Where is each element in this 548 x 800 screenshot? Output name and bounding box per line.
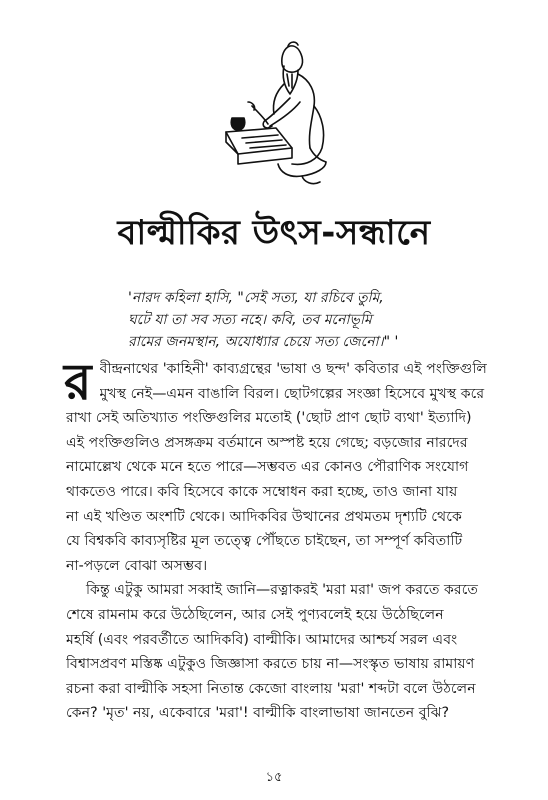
quote-line: 'নারদ কহিলা হাসি, "সেই সত্য, যা রচিবে তুমি, xyxy=(128,290,384,306)
text-line: যে বিশ্বকবি কাব্যসৃষ্টির মূল তত্ত্বে পৌঁছতে চাইছেন, তা সম্পূর্ণ কবিতাটি xyxy=(66,533,463,550)
body-text xyxy=(64,353,498,726)
chapter-title: বাল্মীকির উৎস-সন্ধানে xyxy=(117,213,431,253)
paragraph-2 xyxy=(66,578,498,726)
page-number: ১৫ xyxy=(265,770,283,785)
quote-line: রামের জনমস্থান, অযোধ্যার চেয়ে সত্য জেনো।" ' xyxy=(128,334,399,350)
text-line: মুখস্থ নেই—এমন বাঙালি বিরল। ছোটগল্পের সংজ্ঞা হিসেবে মুখস্থ করে xyxy=(99,385,485,402)
sage-writing-illustration xyxy=(218,40,338,190)
epigraph-quote xyxy=(128,287,508,353)
text-line: শেষে রামনাম করে উঠেছিলেন, আর সেই পুণ্যবলেই হয়ে উঠেছিলেন xyxy=(66,606,444,623)
text-line: না-পড়লে বোঝা অসম্ভব। xyxy=(66,557,208,574)
text-line: রচনা করা বাল্মীকি সহসা নিতান্ত কেজো বাংলায় 'মরা' শব্দটা বলে উঠলেন xyxy=(66,680,476,697)
text-line: নামোল্লেখ থেকে মনে হতে পারে—সম্ভবত এর কোনও পৌরাণিক সংযোগ xyxy=(66,459,469,476)
text-line: বীন্দ্রনাথের 'কাহিনী' কাব্যগ্রন্থের 'ভাষা ও ছন্দ' কবিতার এই পংক্তিগুলি xyxy=(99,361,487,377)
text-line: মহর্ষি (এবং পরবর্তীতে আদিকবি) বাল্মীকি। আমাদের আশ্চর্য সরল এবং xyxy=(66,631,458,648)
text-line: থাকতেও পারে। কবি হিসেবে কাকে সম্বোধন করা হচ্ছে, তাও জানা যায় xyxy=(66,483,458,500)
text-line: রাখা সেই অতিখ্যাত পংক্তিগুলির মতোই ('ছোট প্রাণ ছোট ব্যথা' ইত্যাদি) xyxy=(66,410,472,427)
text-line: এই পংক্তিগুলিও প্রসঙ্গক্রম বর্তমানে অস্পষ্ট হয়ে গেছে; বড়জোর নারদের xyxy=(66,434,468,451)
quote-line: ঘটে যা তা সব সত্য নহে। কবি, তব মনোভূমি xyxy=(128,312,372,328)
text-line: কেন? 'মৃত' নয়, একেবারে 'মরা'! বাল্মীকি বাংলাভাষা জানতেন বুঝি? xyxy=(66,705,449,722)
text-line: বিশ্বাসপ্রবণ মস্তিষ্ক এটুকুও জিজ্ঞাসা করতে চায় না—সংস্কৃত ভাষায় রামায়ণ xyxy=(66,656,475,673)
paragraph-1 xyxy=(64,353,498,578)
text-line: কিন্তু এটুকু আমরা সব্বাই জানি—রত্নাকরই 'মরা মরা' জপ করতে করতে xyxy=(86,582,479,599)
drop-cap: র xyxy=(64,353,92,411)
text-line: না এই খণ্ডিত অংশটি থেকে। আদিকবির উত্থানের প্রথমতম দৃশ্যটি থেকে xyxy=(66,508,462,525)
